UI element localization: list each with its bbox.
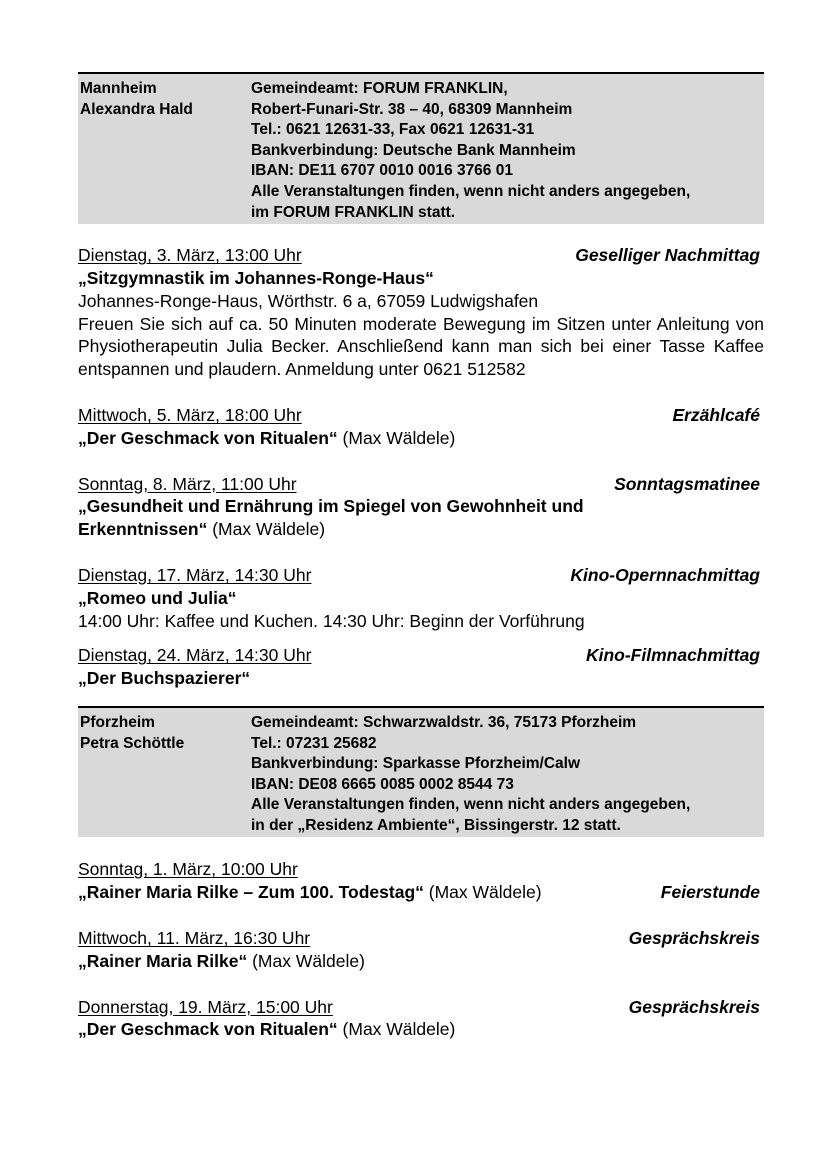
event-title-group (78, 881, 542, 904)
info-row (78, 161, 764, 182)
event-title: „Der Buchspazierer“ (78, 668, 251, 689)
event-category: Erzählcafé (672, 404, 760, 425)
event-author: (Max Wäldele) (207, 519, 326, 540)
info-line: Alle Veranstaltungen finden, wenn nicht anders angegeben, (251, 796, 691, 814)
event-header (78, 244, 764, 267)
info-line: Bankverbindung: Sparkasse Pforzheim/Calw (251, 755, 581, 773)
event-category: Kino-Opernnachmittag (570, 564, 760, 585)
info-line: Tel.: 07231 25682 (251, 734, 377, 752)
event-title-line (78, 881, 764, 904)
info-row (78, 734, 764, 755)
city-name: Mannheim (80, 80, 157, 97)
event-date: Dienstag, 3. März, 13:00 Uhr (78, 245, 302, 266)
event-category: Gesprächskreis (628, 996, 760, 1017)
city-name: Pforzheim (80, 713, 155, 731)
info-line: Tel.: 0621 12631-33, Fax 0621 12631-31 (251, 121, 535, 139)
event-romeo-und-julia (78, 564, 764, 632)
info-line: IBAN: DE08 6665 0085 0002 8544 73 (251, 775, 514, 793)
event-rilke-gespraechskreis (78, 927, 764, 973)
event-category: Kino-Filmnachmittag (585, 645, 760, 666)
event-header (78, 644, 764, 667)
event-geschmack-gespraechskreis (78, 996, 764, 1042)
event-header (78, 473, 764, 496)
event-category: Sonntagsmatinee (614, 473, 760, 494)
info-row (78, 713, 764, 734)
event-author: (Max Wäldele) (337, 427, 456, 448)
event-date: Sonntag, 8. März, 11:00 Uhr (78, 473, 297, 494)
event-category: Feierstunde (660, 882, 760, 903)
event-title-line (78, 518, 764, 541)
event-title: „Rainer Maria Rilke – Zum 100. Todestag“ (78, 882, 424, 903)
event-title: „Sitzgymnastik im Johannes-Ronge-Haus“ (78, 267, 434, 288)
event-title: „Romeo und Julia“ (78, 587, 237, 608)
event-date: Mittwoch, 11. März, 16:30 Uhr (78, 928, 311, 949)
info-row (78, 775, 764, 796)
contact-person: Alexandra Hald (80, 100, 193, 118)
info-spacer (78, 161, 251, 182)
event-title: „Rainer Maria Rilke“ (78, 950, 248, 971)
info-spacer (78, 203, 251, 224)
info-spacer (78, 182, 251, 203)
contact-person: Petra Schöttle (80, 734, 185, 752)
event-title: „Gesundheit und Ernährung im Spiegel von Gewohnheit und (78, 496, 584, 517)
event-header (78, 996, 764, 1019)
event-category: Geselliger Nachmittag (575, 245, 760, 266)
info-spacer (78, 120, 251, 141)
event-title-continued: Erkenntnissen“ (78, 519, 208, 540)
mannheim-info-box (78, 72, 764, 224)
event-date: Mittwoch, 5. März, 18:00 Uhr (78, 404, 302, 425)
info-line: Gemeindeamt: Schwarzwaldstr. 36, 75173 Pforzheim (251, 713, 637, 731)
event-title-line (78, 1018, 764, 1041)
event-title: „Der Geschmack von Ritualen“ (78, 427, 338, 448)
info-row (78, 100, 764, 121)
event-title: „Der Geschmack von Ritualen“ (78, 1019, 338, 1040)
info-line: im FORUM FRANKLIN statt. (251, 203, 456, 221)
info-row (78, 754, 764, 775)
event-title-line (78, 950, 764, 973)
event-note: 14:00 Uhr: Kaffee und Kuchen. 14:30 Uhr: Beginn der Vorführung (78, 610, 585, 631)
event-date: Sonntag, 1. März, 10:00 Uhr (78, 859, 298, 880)
info-row (78, 120, 764, 141)
pforzheim-info-box (78, 706, 764, 838)
event-location: Johannes-Ronge-Haus, Wörthstr. 6 a, 67059 Ludwigshafen (78, 290, 539, 311)
event-header (78, 858, 764, 881)
event-der-buchspazierer (78, 644, 764, 690)
info-row (78, 79, 764, 100)
event-author: (Max Wäldele) (247, 950, 365, 971)
info-line: Alle Veranstaltungen finden, wenn nicht anders angegeben, (251, 182, 691, 200)
event-geschmack-von-ritualen (78, 404, 764, 450)
event-date: Dienstag, 24. März, 14:30 Uhr (78, 645, 312, 666)
info-line: Bankverbindung: Deutsche Bank Mannheim (251, 141, 576, 159)
event-category: Gesprächskreis (628, 928, 760, 949)
info-spacer (78, 775, 251, 796)
info-row (78, 141, 764, 162)
event-rilke-todestag (78, 858, 764, 904)
info-line: in der „Residenz Ambiente“, Bissingerstr. 12 statt. (251, 816, 621, 834)
info-line: IBAN: DE11 6707 0010 0016 3766 01 (251, 162, 513, 180)
info-row (78, 182, 764, 203)
info-spacer (78, 754, 251, 775)
info-line: Robert-Funari-Str. 38 – 40, 68309 Mannheim (251, 100, 573, 118)
event-author: (Max Wäldele) (337, 1019, 456, 1040)
info-row (78, 795, 764, 816)
document-page (78, 72, 764, 1041)
event-header (78, 564, 764, 587)
info-spacer (78, 795, 251, 816)
event-header (78, 927, 764, 950)
info-row (78, 203, 764, 224)
event-author: (Max Wäldele) (423, 882, 542, 903)
info-spacer (78, 816, 251, 837)
event-header (78, 404, 764, 427)
info-row (78, 816, 764, 837)
event-description: Freuen Sie sich auf ca. 50 Minuten moderate Bewegung im Sitzen unter Anleitung von Physiotherapeutin Julia Becker. Anschließend kann man sich bei einer Tasse Kaffee entspannen und plaudern. Anmeldung unter 0621 512582 (78, 313, 764, 380)
event-title-line (78, 427, 764, 450)
event-date: Dienstag, 17. März, 14:30 Uhr (78, 564, 312, 585)
info-line: Gemeindeamt: FORUM FRANKLIN, (251, 80, 508, 97)
event-sitzgymnastik (78, 244, 764, 381)
info-spacer (78, 141, 251, 162)
event-gesundheit-und-ernaehrung (78, 473, 764, 541)
event-date: Donnerstag, 19. März, 15:00 Uhr (78, 996, 333, 1017)
